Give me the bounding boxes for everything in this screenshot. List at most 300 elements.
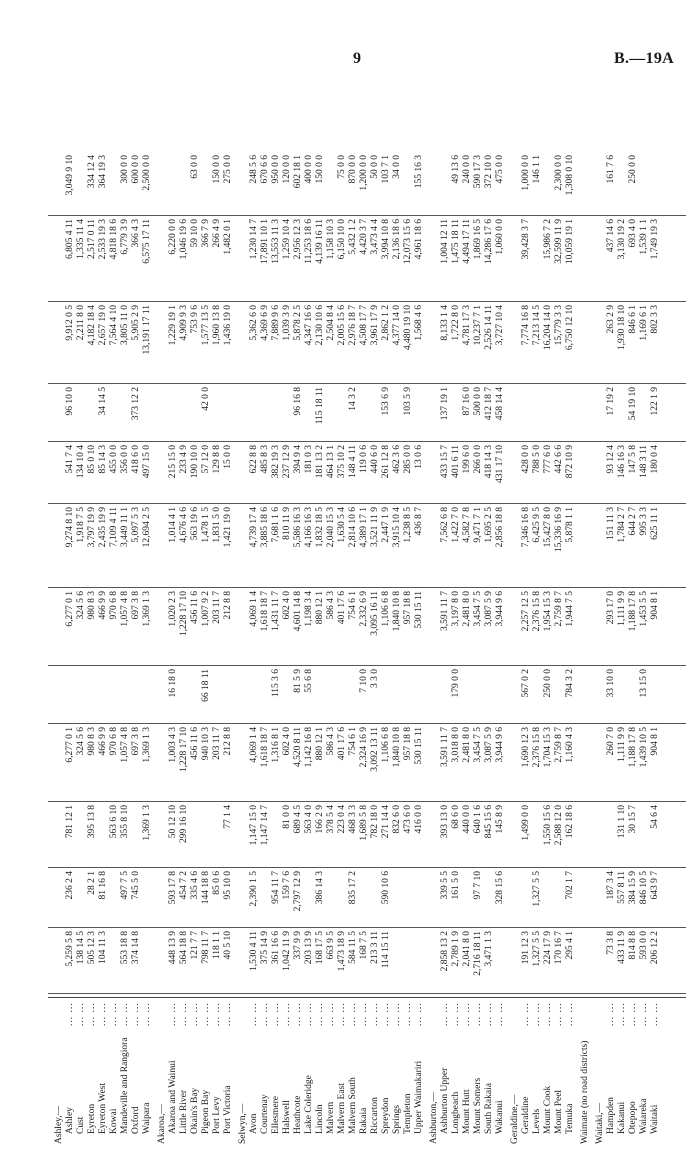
table-cell: 2,716 18 11 bbox=[473, 931, 483, 976]
table-cell: 4,480 19 10 bbox=[403, 305, 413, 351]
table-cell: 689 4 5 bbox=[293, 805, 303, 834]
table-cell: 271 14 4 bbox=[381, 805, 391, 839]
statistics-table bbox=[48, 92, 686, 1144]
table-cell: 7,889 9 6 bbox=[271, 305, 281, 341]
table-cell: 8,133 1 4 bbox=[440, 305, 450, 341]
table-cell: 1,007 9 2 bbox=[201, 591, 211, 627]
row-label: Ashburton Upper bbox=[440, 1067, 450, 1134]
table-cell: 372 10 0 bbox=[484, 155, 494, 189]
group-heading: Ashley,— bbox=[54, 1105, 64, 1144]
row-label: Spreydon bbox=[381, 1097, 391, 1134]
row-label: Mount Peel bbox=[554, 1089, 564, 1134]
table-cell: 364 19 3 bbox=[98, 155, 108, 189]
row-label: Mount Cook bbox=[543, 1085, 553, 1134]
table-cell: 50 0 0 bbox=[370, 155, 380, 179]
table-cell: 782 18 0 bbox=[370, 805, 380, 839]
table-cell: 1,568 4 6 bbox=[414, 305, 424, 341]
table-cell: 428 0 0 bbox=[521, 445, 531, 474]
table-cell: 49 13 6 bbox=[451, 155, 461, 184]
table-cell: 3 3 0 bbox=[370, 669, 380, 688]
row-label: Halswell bbox=[282, 1100, 292, 1134]
table-cell: 161 5 0 bbox=[451, 871, 461, 900]
table-cell: 436 8 7 bbox=[414, 507, 424, 536]
table-cell: 13 0 6 bbox=[414, 445, 424, 469]
table-cell: 557 8 11 bbox=[617, 871, 627, 904]
table-cell: 462 3 6 bbox=[392, 445, 402, 474]
table-cell: 602 4 0 bbox=[282, 591, 292, 620]
table-cell: 433 11 9 bbox=[617, 931, 627, 964]
table-cell: 375 14 9 bbox=[260, 931, 270, 965]
table-cell: 940 10 3 bbox=[201, 727, 211, 761]
table-cell: 382 19 3 bbox=[271, 445, 281, 479]
table-cell: 2,858 13 2 bbox=[440, 931, 450, 972]
leader-dots: ... ... bbox=[414, 1002, 424, 1026]
table-cell: 401 17 6 bbox=[337, 591, 347, 625]
table-cell: 1,869 16 5 bbox=[473, 219, 483, 260]
table-cell: 34 0 0 bbox=[392, 155, 402, 179]
leader-dots: ... ... bbox=[532, 1002, 542, 1026]
table-cell: 1,160 4 3 bbox=[565, 727, 575, 763]
table-cell: 475 0 0 bbox=[495, 155, 505, 184]
table-cell: 147 5 8 bbox=[628, 445, 638, 474]
table-cell: 1,238 8 5 bbox=[403, 507, 413, 543]
table-cell: 355 8 10 bbox=[120, 805, 130, 839]
table-cell: 957 18 8 bbox=[403, 727, 413, 761]
table-cell: 119 0 6 bbox=[359, 445, 369, 474]
table-cell: 2,390 1 5 bbox=[249, 871, 259, 907]
table-cell: 34 14 5 bbox=[98, 387, 108, 416]
row-label: Otepopo bbox=[628, 1101, 638, 1134]
table-cell: 1,327 5 5 bbox=[532, 871, 542, 907]
row-label: Temuka bbox=[565, 1103, 575, 1134]
table-cell: 145 8 9 bbox=[495, 805, 505, 834]
leader-dots: ... ... bbox=[495, 1002, 505, 1026]
table-cell: 7,681 1 6 bbox=[271, 507, 281, 543]
table-cell: 3,087 5 9 bbox=[484, 591, 494, 627]
table-cell: 2,211 8 0 bbox=[76, 305, 86, 341]
table-cell: 2,005 15 6 bbox=[337, 305, 347, 346]
row-label: Akaroa and Wainui bbox=[168, 1060, 178, 1134]
table-cell: 564 18 8 bbox=[179, 931, 189, 965]
table-cell: 3,087 5 9 bbox=[484, 727, 494, 763]
table-cell: 1,530 4 11 bbox=[249, 931, 259, 972]
table-cell: 788 5 0 bbox=[532, 445, 542, 474]
table-cell: 240 0 0 bbox=[462, 155, 472, 184]
group-heading: Akaroa,— bbox=[157, 1104, 167, 1144]
leader-dots: ... ... bbox=[326, 1002, 336, 1026]
table-cell: 206 12 2 bbox=[650, 931, 660, 965]
leader-dots: ... ... bbox=[440, 1002, 450, 1026]
table-column-12 bbox=[48, 151, 686, 216]
leader-dots: ... ... bbox=[392, 1002, 402, 1026]
table-cell: 835 17 2 bbox=[348, 871, 358, 905]
leader-dots: ... ... bbox=[282, 1002, 292, 1026]
row-label: Mount Somers bbox=[473, 1077, 483, 1134]
table-cell: 1,147 14 7 bbox=[260, 805, 270, 846]
row-label: Waiareka bbox=[639, 1098, 649, 1134]
row-label: Courtenay bbox=[260, 1094, 270, 1134]
table-cell: 7,564 4 10 bbox=[109, 305, 119, 346]
table-cell: 2,447 1 9 bbox=[381, 507, 391, 543]
table-cell: 1,004 12 11 bbox=[440, 219, 450, 264]
table-cell: 2,504 8 4 bbox=[326, 305, 336, 341]
table-cell: 2,789 1 9 bbox=[451, 931, 461, 967]
table-cell: 401 17 6 bbox=[337, 727, 347, 761]
table-cell: 224 17 9 bbox=[543, 931, 553, 965]
table-cell: 153 6 9 bbox=[381, 387, 391, 416]
table-cell: 39,428 3 7 bbox=[521, 219, 531, 260]
table-cell: 295 4 1 bbox=[565, 931, 575, 960]
table-stub-column bbox=[48, 1032, 686, 1144]
table-cell: 212 8 8 bbox=[223, 727, 233, 756]
table-cell: 2,500 0 0 bbox=[142, 155, 152, 191]
table-cell: 54 6 4 bbox=[650, 805, 660, 829]
table-column-5 bbox=[48, 665, 686, 724]
table-value-columns bbox=[48, 94, 686, 994]
table-cell: 15,427 8 0 bbox=[543, 507, 553, 548]
table-cell: 103 7 1 bbox=[381, 155, 391, 184]
row-label: Ellesmere bbox=[271, 1096, 281, 1134]
table-cell: 324 5 6 bbox=[76, 727, 86, 756]
row-label: Mandeville and Rangiora bbox=[120, 1037, 130, 1134]
table-cell: 1,689 5 8 bbox=[359, 805, 369, 841]
table-cell: 1,453 5 5 bbox=[639, 591, 649, 627]
table-cell: 1,618 18 7 bbox=[260, 727, 270, 768]
document-reference: B.—19A bbox=[613, 50, 674, 67]
row-label: Port Levy bbox=[212, 1096, 222, 1134]
table-cell: 2,376 15 8 bbox=[532, 727, 542, 768]
leader-dots: ... ... bbox=[554, 1002, 564, 1026]
group-heading: Geraldine,— bbox=[510, 1094, 520, 1144]
table-cell: 1,475 18 11 bbox=[451, 219, 461, 264]
table-cell: 754 6 1 bbox=[348, 591, 358, 620]
table-cell: 1,106 6 8 bbox=[381, 591, 391, 627]
table-cell: 584 11 5 bbox=[348, 931, 358, 964]
leader-dots: ... ... bbox=[473, 1002, 483, 1026]
table-cell: 586 4 3 bbox=[326, 591, 336, 620]
leader-dots: ... ... bbox=[87, 1002, 97, 1026]
table-cell: 455 0 0 bbox=[109, 445, 119, 474]
table-cell: 9,471 7 1 bbox=[473, 507, 483, 543]
table-cell: 250 0 0 bbox=[628, 155, 638, 184]
table-cell: 593 17 8 bbox=[168, 871, 178, 905]
table-cell: 3,915 10 4 bbox=[392, 507, 402, 548]
leader-dots: ... ... bbox=[617, 1002, 627, 1026]
table-cell: 563 19 6 bbox=[190, 507, 200, 541]
table-cell: 14,286 17 6 bbox=[484, 219, 494, 265]
table-cell: 1,046 19 6 bbox=[179, 219, 189, 260]
table-cell: 293 17 0 bbox=[606, 591, 616, 625]
table-cell: 433 15 7 bbox=[440, 445, 450, 479]
leader-dots: ... ... bbox=[484, 1002, 494, 1026]
table-cell: 168 17 5 bbox=[315, 931, 325, 965]
row-label: Port Victoria bbox=[223, 1085, 233, 1134]
table-cell: 753 9 6 bbox=[190, 305, 200, 334]
table-cell: 42 0 0 bbox=[201, 387, 211, 411]
table-cell: 4,369 6 9 bbox=[260, 305, 270, 341]
table-column-1 bbox=[48, 927, 686, 994]
table-cell: 150 0 0 bbox=[212, 155, 222, 184]
table-cell: 2,376 15 8 bbox=[532, 591, 542, 632]
table-cell: 4,676 4 6 bbox=[179, 507, 189, 543]
table-cell: 54 19 10 bbox=[628, 387, 638, 421]
table-cell: 7,213 14 5 bbox=[532, 305, 542, 346]
table-cell: 7,562 6 8 bbox=[440, 507, 450, 543]
table-cell: 1,369 1 3 bbox=[142, 805, 152, 841]
table-cell: 1,308 0 10 bbox=[565, 155, 575, 196]
table-cell: 4,139 16 11 bbox=[315, 219, 325, 264]
table-cell: 77 1 4 bbox=[223, 805, 233, 829]
row-label: Malvern South bbox=[348, 1077, 358, 1134]
table-cell: 356 0 0 bbox=[120, 445, 130, 474]
table-cell: 81 0 0 bbox=[282, 805, 292, 829]
table-cell: 66 18 11 bbox=[201, 669, 211, 702]
row-label: Mount Hutt bbox=[462, 1089, 472, 1134]
table-cell: 1,014 4 1 bbox=[168, 507, 178, 543]
table-cell: 6,220 0 0 bbox=[168, 219, 178, 255]
table-cell: 137 19 1 bbox=[440, 387, 450, 421]
table-cell: 1,840 10 8 bbox=[392, 727, 402, 768]
table-cell: 115 18 11 bbox=[315, 387, 325, 425]
table-cell: 375 10 2 bbox=[337, 445, 347, 479]
table-cell: 697 3 8 bbox=[131, 727, 141, 756]
table-cell: 393 13 0 bbox=[440, 805, 450, 839]
table-cell: 187 3 4 bbox=[606, 871, 616, 900]
table-cell: 904 8 1 bbox=[650, 727, 660, 756]
table-cell: 6,277 0 1 bbox=[65, 727, 75, 763]
leader-dots: ... ... bbox=[304, 1002, 314, 1026]
table-cell: 1,228 17 10 bbox=[179, 591, 189, 637]
table-cell: 468 3 3 bbox=[348, 805, 358, 834]
table-cell: 146 1 1 bbox=[532, 155, 542, 184]
table-cell: 4,909 9 3 bbox=[179, 305, 189, 341]
table-cell: 870 0 0 bbox=[348, 155, 358, 184]
table-cell: 3,961 17 9 bbox=[370, 305, 380, 346]
table-cell: 872 10 9 bbox=[565, 445, 575, 479]
table-cell: 233 4 9 bbox=[179, 445, 189, 474]
table-cell: 373 12 2 bbox=[131, 387, 141, 421]
leader-dots: ... ... bbox=[131, 1002, 141, 1026]
table-cell: 6,750 12 10 bbox=[565, 305, 575, 351]
leader-dots: ... ... bbox=[120, 1002, 130, 1026]
table-cell: 361 16 6 bbox=[271, 931, 281, 965]
table-cell: 1,230 14 7 bbox=[249, 219, 259, 260]
table-cell: 17,891 10 1 bbox=[260, 219, 270, 265]
table-cell: 190 10 0 bbox=[190, 445, 200, 479]
table-cell: 85 14 3 bbox=[98, 445, 108, 474]
table-cell: 2,332 6 9 bbox=[359, 591, 369, 627]
table-cell: 213 3 11 bbox=[370, 931, 380, 964]
table-cell: 1,188 17 8 bbox=[628, 591, 638, 632]
table-cell: 212 8 8 bbox=[223, 591, 233, 620]
table-cell: 1,832 18 5 bbox=[315, 507, 325, 548]
leader-dots: ... ... bbox=[168, 1002, 178, 1026]
table-cell: 2,526 14 11 bbox=[484, 305, 494, 350]
table-cell: 168 7 5 bbox=[359, 931, 369, 960]
table-cell: 1,042 11 9 bbox=[282, 931, 292, 972]
table-cell: 2,814 10 6 bbox=[348, 507, 358, 548]
table-cell: 6,805 4 11 bbox=[65, 219, 75, 260]
table-cell: 1,057 4 8 bbox=[120, 591, 130, 627]
table-cell: 334 12 4 bbox=[87, 155, 97, 189]
table-cell: 440 0 0 bbox=[462, 805, 472, 834]
table-cell: 9,912 0 5 bbox=[65, 305, 75, 341]
table-cell: 12,073 15 6 bbox=[403, 219, 413, 265]
table-cell: 339 5 5 bbox=[440, 871, 450, 900]
leader-dots: ... ... bbox=[315, 1002, 325, 1026]
table-cell: 1,142 16 8 bbox=[304, 727, 314, 768]
table-column-2 bbox=[48, 867, 686, 928]
row-label: Hampden bbox=[606, 1097, 616, 1134]
table-cell: 2,517 0 11 bbox=[87, 219, 97, 260]
table-cell: 4,347 16 6 bbox=[304, 305, 314, 346]
row-label: Geraldine bbox=[521, 1096, 531, 1134]
table-cell: 203 11 7 bbox=[212, 591, 222, 624]
table-cell: 5,586 16 3 bbox=[293, 507, 303, 548]
table-cell: 832 6 0 bbox=[392, 805, 402, 834]
table-cell: 880 12 1 bbox=[315, 591, 325, 625]
leader-dots: ... ... bbox=[65, 1002, 75, 1026]
rotated-table-frame bbox=[48, 92, 686, 1144]
table-cell: 81 5 9 bbox=[293, 669, 303, 693]
table-cell: 261 12 8 bbox=[381, 445, 391, 479]
table-cell: 2,300 0 0 bbox=[554, 155, 564, 191]
table-cell: 437 14 6 bbox=[606, 219, 616, 253]
table-column-9 bbox=[48, 383, 686, 442]
table-cell: 335 4 6 bbox=[190, 871, 200, 900]
leader-dots: ... ... bbox=[249, 1002, 259, 1026]
table-cell: 2,324 16 9 bbox=[359, 727, 369, 768]
table-cell: 328 15 6 bbox=[495, 871, 505, 905]
table-cell: 456 11 6 bbox=[190, 727, 200, 760]
table-cell: 337 9 9 bbox=[293, 931, 303, 960]
table-cell: 401 6 11 bbox=[451, 445, 461, 478]
table-cell: 1,618 18 7 bbox=[260, 591, 270, 632]
table-cell: 1,577 13 5 bbox=[201, 305, 211, 346]
table-cell: 96 16 8 bbox=[293, 387, 303, 416]
table-cell: 505 12 3 bbox=[87, 931, 97, 965]
table-cell: 3,092 13 11 bbox=[370, 727, 380, 772]
table-cell: 6,779 3 9 bbox=[120, 219, 130, 255]
table-cell: 4,182 18 4 bbox=[87, 305, 97, 346]
table-cell: 541 7 4 bbox=[65, 445, 75, 474]
table-cell: 2,435 19 9 bbox=[98, 507, 108, 548]
table-cell: 180 0 4 bbox=[650, 445, 660, 474]
table-cell: 81 16 8 bbox=[98, 871, 108, 900]
leader-dots: ... ... bbox=[212, 1002, 222, 1026]
table-cell: 1,478 1 5 bbox=[201, 507, 211, 543]
table-cell: 151 11 3 bbox=[606, 507, 616, 540]
row-label: Templeton bbox=[403, 1093, 413, 1134]
table-cell: 55 6 8 bbox=[304, 669, 314, 693]
table-cell: 1,749 19 3 bbox=[650, 219, 660, 260]
table-cell: 2,657 19 0 bbox=[98, 305, 108, 346]
table-cell: 1,057 4 8 bbox=[120, 727, 130, 763]
table-cell: 412 18 7 bbox=[484, 387, 494, 421]
table-cell: 563 6 10 bbox=[109, 805, 119, 839]
row-label: Springs bbox=[392, 1104, 402, 1134]
table-cell: 590 17 3 bbox=[473, 155, 483, 189]
table-cell: 366 7 9 bbox=[201, 219, 211, 248]
table-cell: 223 0 4 bbox=[337, 805, 347, 834]
leader-dots: ... ... bbox=[521, 1002, 531, 1026]
table-cell: 3,885 18 6 bbox=[260, 507, 270, 548]
table-cell: 237 12 9 bbox=[282, 445, 292, 479]
table-cell: 1,690 12 3 bbox=[521, 727, 531, 768]
leader-dots: ... ... bbox=[543, 1002, 553, 1026]
table-cell: 2,976 18 7 bbox=[348, 305, 358, 346]
table-cell: 7 10 0 bbox=[359, 669, 369, 693]
table-cell: 129 8 8 bbox=[212, 445, 222, 474]
table-cell: 466 9 9 bbox=[98, 591, 108, 620]
table-cell: 13,191 17 11 bbox=[142, 305, 152, 355]
table-cell: 63 0 0 bbox=[190, 155, 200, 179]
table-cell: 131 1 10 bbox=[617, 805, 627, 839]
table-cell: 394 9 4 bbox=[293, 445, 303, 474]
table-cell: 2,040 15 3 bbox=[326, 507, 336, 548]
table-cell: 57 12 0 bbox=[201, 445, 211, 474]
table-column-10 bbox=[48, 301, 686, 384]
table-cell: 146 16 3 bbox=[617, 445, 627, 479]
table-cell: 846 10 5 bbox=[639, 871, 649, 905]
table-cell: 4,601 14 8 bbox=[293, 591, 303, 632]
table-cell: 1,111 9 9 bbox=[617, 727, 627, 762]
table-cell: 7,774 16 8 bbox=[521, 305, 531, 346]
table-cell: 442 6 6 bbox=[554, 445, 564, 474]
leader-dots: ... ... bbox=[359, 1002, 369, 1026]
leader-dots: ... ... bbox=[109, 1002, 119, 1026]
leader-dots: ... ... bbox=[403, 1002, 413, 1026]
table-cell: 2,759 8 7 bbox=[554, 591, 564, 627]
row-label: Wakanui bbox=[495, 1100, 505, 1134]
page-number: 9 bbox=[353, 50, 361, 67]
table-cell: 1,000 0 0 bbox=[521, 155, 531, 191]
table-cell: 810 11 9 bbox=[282, 507, 292, 540]
table-cell: 1,482 0 1 bbox=[223, 219, 233, 255]
table-cell: 170 16 7 bbox=[554, 931, 564, 965]
table-cell: 1,473 18 9 bbox=[337, 931, 347, 972]
table-cell: 745 5 0 bbox=[131, 871, 141, 900]
leader-dots: ... ... bbox=[337, 1002, 347, 1026]
table-cell: 1,436 19 0 bbox=[223, 305, 233, 346]
table-cell: 970 6 8 bbox=[109, 727, 119, 756]
leader-dots: ... ... bbox=[381, 1002, 391, 1026]
table-cell: 957 18 8 bbox=[403, 591, 413, 625]
table-cell: 13 15 0 bbox=[639, 669, 649, 698]
table-cell: 530 15 11 bbox=[414, 591, 424, 629]
table-cell: 191 12 3 bbox=[521, 931, 531, 965]
table-cell: 32,599 11 9 bbox=[554, 219, 564, 264]
table-cell: 3,454 7 5 bbox=[473, 727, 483, 763]
table-cell: 1,188 17 8 bbox=[628, 727, 638, 768]
table-cell: 144 18 8 bbox=[201, 871, 211, 905]
row-label: Heathcote bbox=[293, 1095, 303, 1134]
table-cell: 85 0 6 bbox=[212, 871, 222, 895]
table-cell: 5,097 5 3 bbox=[131, 507, 141, 543]
table-cell: 50 12 10 bbox=[168, 805, 178, 839]
table-cell: 4,069 1 4 bbox=[249, 591, 259, 627]
table-cell: 418 6 0 bbox=[131, 445, 141, 474]
table-column-8 bbox=[48, 441, 686, 504]
table-cell: 1,229 19 1 bbox=[168, 305, 178, 346]
table-column-11 bbox=[48, 215, 686, 302]
table-cell: 179 0 0 bbox=[451, 669, 461, 698]
table-cell: 96 10 0 bbox=[65, 387, 75, 416]
table-cell: 386 14 3 bbox=[315, 871, 325, 905]
table-cell: 2,956 12 3 bbox=[293, 219, 303, 260]
table-column-3 bbox=[48, 801, 686, 868]
table-cell: 3,994 10 8 bbox=[381, 219, 391, 260]
